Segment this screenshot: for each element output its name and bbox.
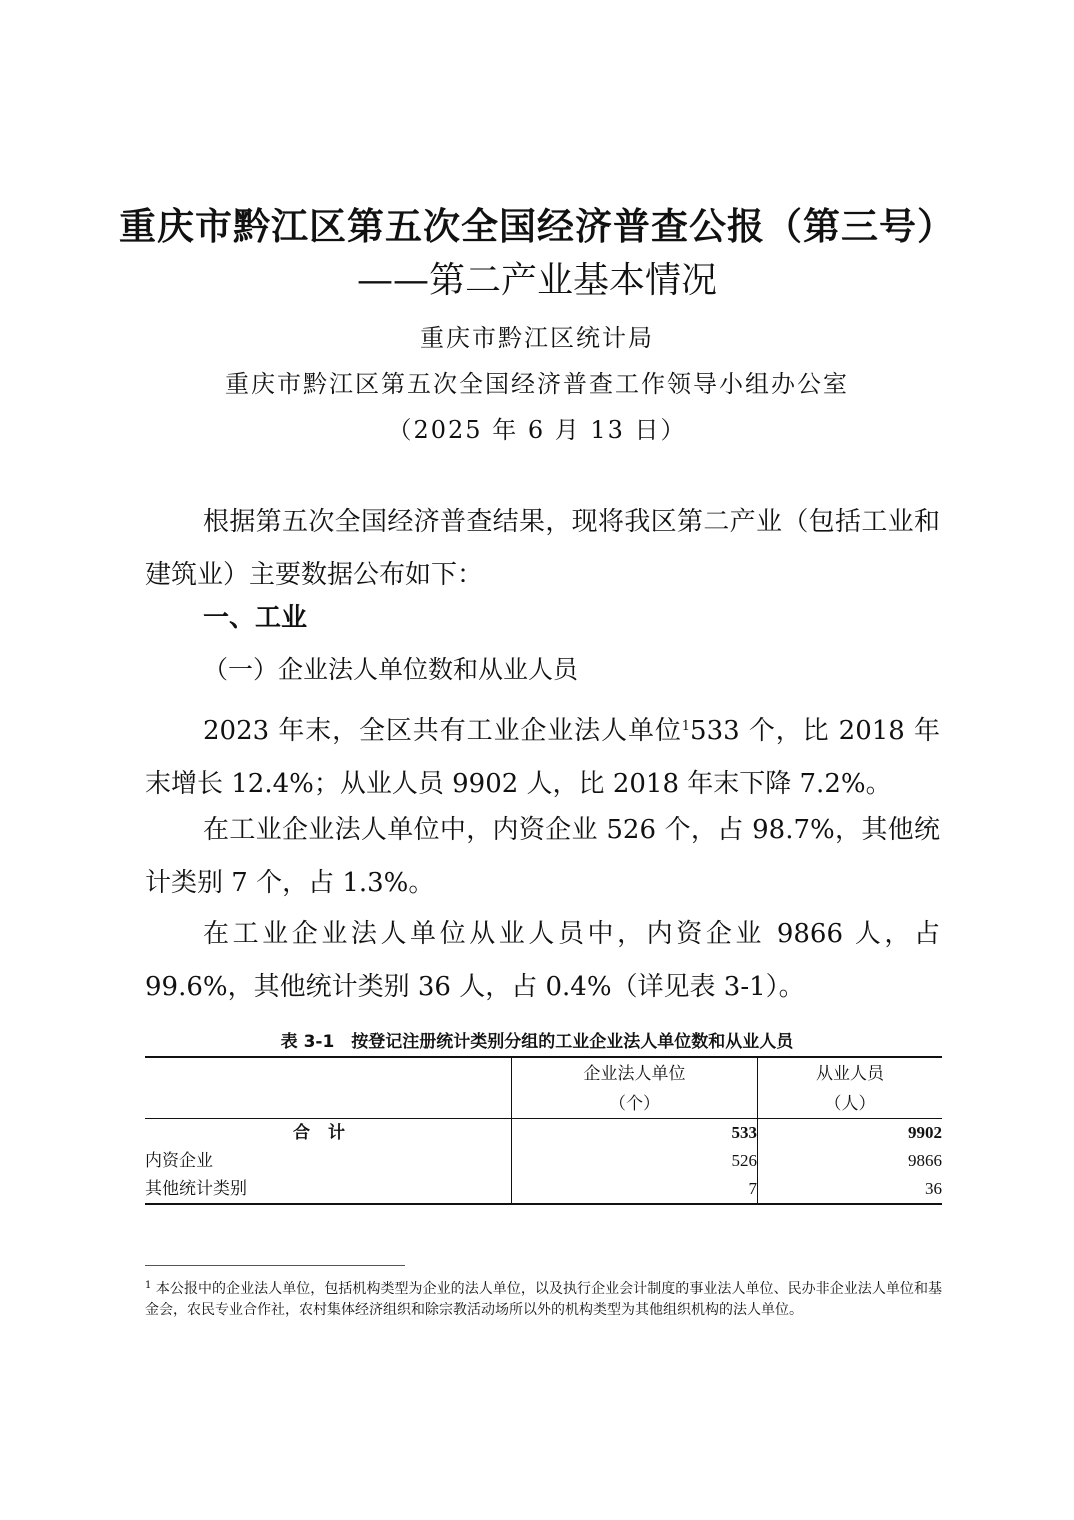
cell-employees: 36 <box>758 1175 943 1204</box>
table-row-total <box>145 1119 942 1148</box>
industry-stats-table <box>145 1056 942 1205</box>
bulletin-subtitle: ——第二产业基本情况 <box>356 260 717 301</box>
cell-employees: 9866 <box>758 1147 943 1175</box>
paragraph-industry-totals <box>145 700 940 811</box>
header-employees-unit: （人） <box>758 1090 943 1119</box>
cell-units: 526 <box>512 1147 758 1175</box>
paragraph-employee-breakdown: 在工业企业法人单位从业人员中，内资企业 9866 人，占 99.6%，其他统计类别 36 人，占 0.4%（详见表 3-1）。 <box>145 919 940 1002</box>
subsection-heading-units-employees: （一）企业法人单位数和从业人员 <box>203 655 579 684</box>
footnote-text: 本公报中的企业法人单位，包括机构类型为企业的法人单位，以及执行企业会计制度的事业法人单位、民办非企业法人单位和基金会，农民专业合作社，农村集体经济组织和除宗教活动场所以外的机构类型为其他组织机构的法人单位。 <box>145 1281 942 1318</box>
footnote-reference[interactable]: 1 <box>681 719 691 734</box>
cell-employees: 9902 <box>758 1119 943 1148</box>
row-label: 内资企业 <box>145 1151 213 1171</box>
paragraph-text-part: 533 个，比 2018 年末增长 12.4%；从业人员 9902 人，比 2018 年末下降 7.2%。 <box>145 716 941 799</box>
cell-units: 7 <box>512 1175 758 1204</box>
footnote <box>145 1275 942 1321</box>
footnote-mark: 1 <box>145 1280 152 1291</box>
row-label: 合计 <box>293 1123 363 1143</box>
header-units: 企业法人单位 <box>512 1057 758 1090</box>
table-caption: 表 3-1 按登记注册统计类别分组的工业企业法人单位数和从业人员 <box>280 1032 794 1052</box>
table-row <box>145 1147 942 1175</box>
row-label: 其他统计类别 <box>145 1175 512 1204</box>
section-heading-industry: 一、工业 <box>203 603 308 633</box>
paragraph-text-part: 2023 年末，全区共有工业企业法人单位 <box>203 716 682 746</box>
intro-paragraph: 根据第五次全国经济普查结果，现将我区第二产业（包括工业和建筑业）主要数据公布如下： <box>145 507 940 590</box>
header-blank-cell <box>145 1057 512 1090</box>
bulletin-title: 重庆市黔江区第五次全国经济普查公报（第三号） <box>119 204 955 248</box>
cell-units: 533 <box>512 1119 758 1148</box>
issuer-census-office: 重庆市黔江区第五次全国经济普查工作领导小组办公室 <box>225 370 849 398</box>
header-employees: 从业人员 <box>758 1057 943 1090</box>
publish-date: （2025 年 6 月 13 日） <box>387 416 687 444</box>
paragraph-unit-breakdown: 在工业企业法人单位中，内资企业 526 个，占 98.7%，其他统计类别 7 个，占 1.3%。 <box>145 815 940 898</box>
header-units-unit: （个） <box>512 1090 758 1119</box>
issuer-statistics-bureau: 重庆市黔江区统计局 <box>420 324 654 352</box>
footnote-divider <box>145 1265 405 1266</box>
table-row <box>145 1175 942 1204</box>
header-blank-cell <box>145 1090 512 1119</box>
